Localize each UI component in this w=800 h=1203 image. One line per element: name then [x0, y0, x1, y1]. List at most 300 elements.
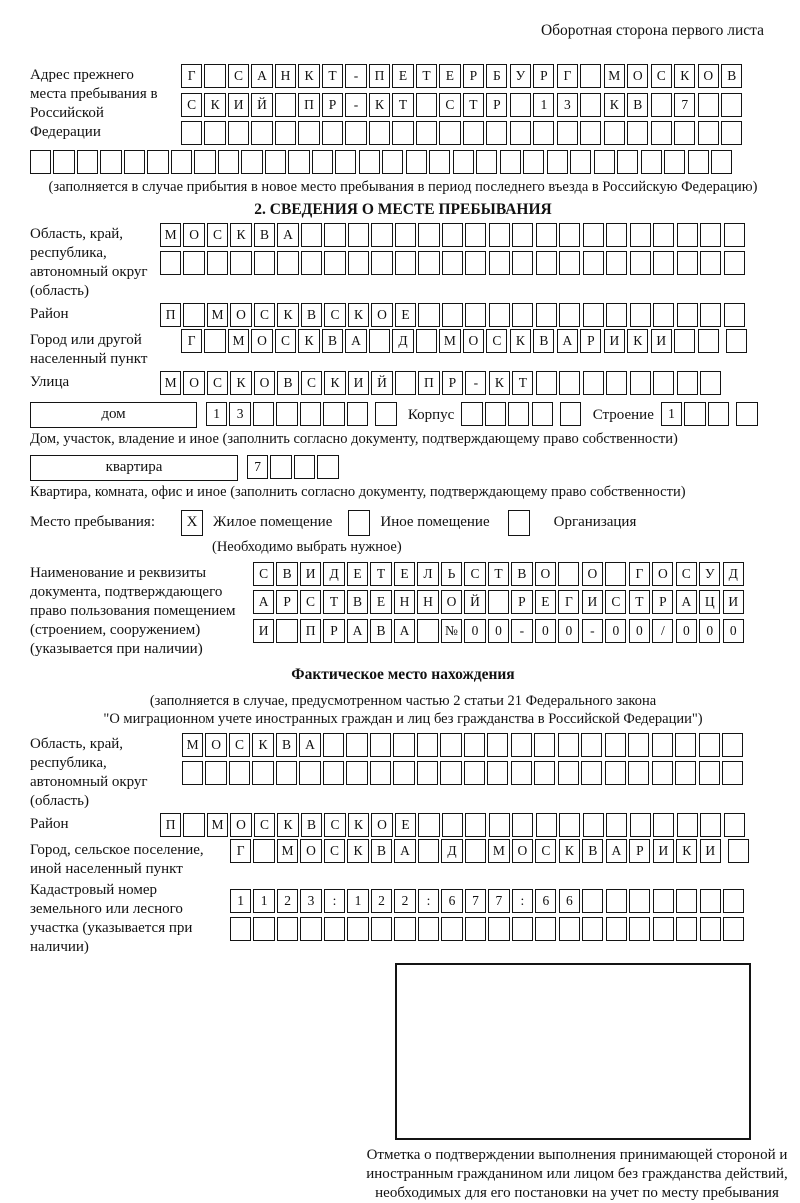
char-box[interactable]: К [604, 93, 625, 117]
char-box[interactable]: О [251, 329, 272, 353]
char-box[interactable] [346, 733, 367, 757]
char-box[interactable]: - [345, 93, 366, 117]
char-box[interactable] [416, 329, 437, 353]
char-box[interactable]: К [324, 371, 345, 395]
char-box[interactable]: С [181, 93, 202, 117]
char-box[interactable]: Г [557, 64, 578, 88]
char-box[interactable] [270, 455, 291, 479]
char-box[interactable]: О [582, 562, 603, 586]
char-box[interactable] [276, 619, 297, 643]
char-box[interactable] [559, 303, 580, 327]
char-box[interactable] [30, 150, 51, 174]
char-box[interactable]: И [582, 590, 603, 614]
char-box[interactable] [511, 761, 532, 785]
char-box[interactable] [395, 223, 416, 247]
char-box[interactable]: Н [394, 590, 415, 614]
char-box[interactable] [698, 329, 719, 353]
char-box[interactable] [606, 223, 627, 247]
char-box[interactable]: 2 [277, 889, 298, 913]
char-box[interactable] [312, 150, 333, 174]
char-box[interactable]: Т [512, 371, 533, 395]
char-box[interactable]: М [488, 839, 509, 863]
char-box[interactable] [461, 402, 482, 426]
char-box[interactable] [653, 889, 674, 913]
char-box[interactable] [204, 121, 225, 145]
char-box[interactable]: И [604, 329, 625, 353]
char-box[interactable] [559, 371, 580, 395]
char-box[interactable]: К [298, 329, 319, 353]
char-box[interactable]: С [254, 813, 275, 837]
char-box[interactable]: 0 [629, 619, 650, 643]
char-box[interactable]: 1 [533, 93, 554, 117]
char-box[interactable]: С [324, 813, 345, 837]
char-box[interactable] [722, 733, 743, 757]
char-box[interactable] [487, 761, 508, 785]
char-box[interactable]: Г [558, 590, 579, 614]
char-box[interactable] [371, 251, 392, 275]
char-box[interactable]: К [277, 303, 298, 327]
char-box[interactable]: В [254, 223, 275, 247]
char-box[interactable]: И [253, 619, 274, 643]
char-box[interactable] [276, 761, 297, 785]
char-box[interactable]: 7 [488, 889, 509, 913]
char-box[interactable] [204, 64, 225, 88]
char-box[interactable]: П [160, 813, 181, 837]
char-box[interactable]: Е [394, 562, 415, 586]
char-box[interactable] [675, 761, 696, 785]
char-box[interactable] [651, 121, 672, 145]
char-box[interactable]: О [300, 839, 321, 863]
char-box[interactable]: Е [395, 813, 416, 837]
char-box[interactable]: А [345, 329, 366, 353]
char-box[interactable]: С [207, 223, 228, 247]
char-box[interactable] [559, 223, 580, 247]
char-box[interactable] [606, 889, 627, 913]
char-box[interactable] [359, 150, 380, 174]
char-box[interactable]: 1 [253, 889, 274, 913]
char-box[interactable] [253, 402, 274, 426]
char-box[interactable] [230, 251, 251, 275]
char-box[interactable] [559, 251, 580, 275]
char-box[interactable] [218, 150, 239, 174]
char-box[interactable] [418, 839, 439, 863]
char-box[interactable] [347, 917, 368, 941]
char-box[interactable] [395, 251, 416, 275]
char-box[interactable] [406, 150, 427, 174]
char-box[interactable] [500, 150, 521, 174]
char-box[interactable] [627, 121, 648, 145]
char-box[interactable]: Н [417, 590, 438, 614]
char-box[interactable] [416, 93, 437, 117]
char-box[interactable] [664, 150, 685, 174]
char-box[interactable] [347, 402, 368, 426]
char-box[interactable] [418, 917, 439, 941]
char-box[interactable] [580, 64, 601, 88]
char-box[interactable]: Д [723, 562, 744, 586]
char-box[interactable] [465, 813, 486, 837]
char-box[interactable]: 0 [558, 619, 579, 643]
char-box[interactable]: И [300, 562, 321, 586]
char-box[interactable] [393, 733, 414, 757]
char-box[interactable]: В [301, 303, 322, 327]
char-box[interactable] [582, 889, 603, 913]
char-box[interactable] [711, 150, 732, 174]
char-box[interactable] [489, 251, 510, 275]
char-box[interactable] [606, 251, 627, 275]
char-box[interactable] [511, 733, 532, 757]
char-box[interactable]: Р [652, 590, 673, 614]
char-box[interactable] [464, 761, 485, 785]
char-box[interactable]: Н [275, 64, 296, 88]
char-box[interactable] [675, 733, 696, 757]
char-box[interactable] [230, 917, 251, 941]
char-box[interactable]: У [699, 562, 720, 586]
char-box[interactable] [536, 303, 557, 327]
char-box[interactable]: 0 [699, 619, 720, 643]
char-box[interactable]: О [535, 562, 556, 586]
char-box[interactable] [442, 813, 463, 837]
char-box[interactable]: Т [629, 590, 650, 614]
char-box[interactable] [630, 371, 651, 395]
char-box[interactable] [487, 733, 508, 757]
char-box[interactable]: И [700, 839, 721, 863]
char-box[interactable] [418, 303, 439, 327]
char-box[interactable] [277, 251, 298, 275]
char-box[interactable]: 6 [441, 889, 462, 913]
char-box[interactable]: : [512, 889, 533, 913]
char-box[interactable]: 0 [676, 619, 697, 643]
char-box[interactable] [181, 121, 202, 145]
char-box[interactable] [510, 121, 531, 145]
char-box[interactable] [183, 303, 204, 327]
char-box[interactable] [277, 917, 298, 941]
char-box[interactable] [442, 303, 463, 327]
house-type-box[interactable]: дом [30, 402, 197, 428]
char-box[interactable]: М [604, 64, 625, 88]
char-box[interactable]: М [228, 329, 249, 353]
char-box[interactable] [523, 150, 544, 174]
apartment-type-box[interactable]: квартира [30, 455, 238, 481]
char-box[interactable] [252, 761, 273, 785]
char-box[interactable] [465, 303, 486, 327]
char-box[interactable] [124, 150, 145, 174]
char-box[interactable] [440, 761, 461, 785]
char-box[interactable] [536, 223, 557, 247]
char-box[interactable]: 7 [465, 889, 486, 913]
char-box[interactable] [723, 917, 744, 941]
char-box[interactable] [323, 402, 344, 426]
char-box[interactable] [547, 150, 568, 174]
char-box[interactable]: В [276, 733, 297, 757]
char-box[interactable]: Г [230, 839, 251, 863]
char-box[interactable] [439, 121, 460, 145]
char-box[interactable] [416, 121, 437, 145]
char-box[interactable] [583, 813, 604, 837]
char-box[interactable] [207, 251, 228, 275]
char-box[interactable]: Т [322, 64, 343, 88]
char-box[interactable] [346, 761, 367, 785]
char-box[interactable] [700, 303, 721, 327]
char-box[interactable] [463, 121, 484, 145]
char-box[interactable]: С [324, 303, 345, 327]
char-box[interactable]: А [299, 733, 320, 757]
char-box[interactable] [629, 917, 650, 941]
char-box[interactable] [394, 917, 415, 941]
char-box[interactable] [464, 733, 485, 757]
char-box[interactable] [512, 917, 533, 941]
char-box[interactable] [442, 223, 463, 247]
char-box[interactable] [676, 889, 697, 913]
char-box[interactable]: А [277, 223, 298, 247]
char-box[interactable] [559, 917, 580, 941]
char-box[interactable] [606, 813, 627, 837]
char-box[interactable] [512, 813, 533, 837]
char-box[interactable] [605, 733, 626, 757]
char-box[interactable] [348, 251, 369, 275]
char-box[interactable] [677, 303, 698, 327]
char-box[interactable] [251, 121, 272, 145]
char-box[interactable] [558, 733, 579, 757]
char-box[interactable]: К [230, 371, 251, 395]
char-box[interactable]: 2 [371, 889, 392, 913]
char-box[interactable]: К [674, 64, 695, 88]
char-box[interactable] [583, 251, 604, 275]
char-box[interactable] [335, 150, 356, 174]
char-box[interactable]: 3 [557, 93, 578, 117]
char-box[interactable]: М [277, 839, 298, 863]
char-box[interactable]: Т [416, 64, 437, 88]
char-box[interactable] [674, 329, 695, 353]
char-box[interactable]: С [486, 329, 507, 353]
char-box[interactable] [559, 813, 580, 837]
checkbox-other-premises[interactable] [348, 510, 370, 536]
char-box[interactable] [465, 223, 486, 247]
char-box[interactable] [583, 371, 604, 395]
char-box[interactable] [489, 813, 510, 837]
char-box[interactable]: Р [322, 93, 343, 117]
char-box[interactable]: 0 [723, 619, 744, 643]
char-box[interactable] [721, 93, 742, 117]
char-box[interactable] [653, 303, 674, 327]
char-box[interactable]: Й [371, 371, 392, 395]
char-box[interactable] [253, 839, 274, 863]
char-box[interactable] [183, 251, 204, 275]
char-box[interactable]: О [698, 64, 719, 88]
char-box[interactable]: Г [181, 329, 202, 353]
char-box[interactable]: С [439, 93, 460, 117]
char-box[interactable] [700, 371, 721, 395]
char-box[interactable] [630, 813, 651, 837]
char-box[interactable]: С [605, 590, 626, 614]
char-box[interactable]: Д [323, 562, 344, 586]
char-box[interactable]: О [205, 733, 226, 757]
char-box[interactable]: Р [580, 329, 601, 353]
char-box[interactable]: М [207, 813, 228, 837]
char-box[interactable]: Т [463, 93, 484, 117]
char-box[interactable] [276, 402, 297, 426]
char-box[interactable]: С [229, 733, 250, 757]
char-box[interactable]: Т [392, 93, 413, 117]
char-box[interactable] [560, 402, 581, 426]
char-box[interactable]: М [160, 371, 181, 395]
char-box[interactable] [700, 917, 721, 941]
char-box[interactable] [160, 251, 181, 275]
char-box[interactable] [580, 121, 601, 145]
char-box[interactable] [489, 223, 510, 247]
char-box[interactable]: К [676, 839, 697, 863]
char-box[interactable] [183, 813, 204, 837]
char-box[interactable] [275, 93, 296, 117]
char-box[interactable] [476, 150, 497, 174]
char-box[interactable] [194, 150, 215, 174]
char-box[interactable] [536, 813, 557, 837]
char-box[interactable] [205, 761, 226, 785]
char-box[interactable] [583, 223, 604, 247]
char-box[interactable] [558, 562, 579, 586]
char-box[interactable]: С [207, 371, 228, 395]
char-box[interactable]: О [463, 329, 484, 353]
char-box[interactable] [698, 121, 719, 145]
char-box[interactable] [721, 121, 742, 145]
char-box[interactable]: И [653, 839, 674, 863]
char-box[interactable] [418, 251, 439, 275]
char-box[interactable]: 1 [347, 889, 368, 913]
char-box[interactable] [558, 761, 579, 785]
char-box[interactable] [726, 329, 747, 353]
char-box[interactable]: Р [533, 64, 554, 88]
char-box[interactable] [722, 761, 743, 785]
char-box[interactable] [299, 761, 320, 785]
char-box[interactable] [488, 590, 509, 614]
char-box[interactable] [348, 223, 369, 247]
char-box[interactable]: С [275, 329, 296, 353]
char-box[interactable]: Б [486, 64, 507, 88]
char-box[interactable] [534, 733, 555, 757]
char-box[interactable] [301, 251, 322, 275]
char-box[interactable]: Р [323, 619, 344, 643]
char-box[interactable] [630, 223, 651, 247]
char-box[interactable]: Р [486, 93, 507, 117]
checkbox-organization[interactable] [508, 510, 530, 536]
char-box[interactable] [606, 371, 627, 395]
char-box[interactable] [488, 917, 509, 941]
char-box[interactable] [580, 93, 601, 117]
char-box[interactable] [677, 813, 698, 837]
char-box[interactable] [322, 121, 343, 145]
char-box[interactable]: Г [181, 64, 202, 88]
char-box[interactable] [100, 150, 121, 174]
char-box[interactable] [440, 733, 461, 757]
char-box[interactable]: Т [488, 562, 509, 586]
char-box[interactable]: К [298, 64, 319, 88]
char-box[interactable]: С [253, 562, 274, 586]
char-box[interactable]: К [204, 93, 225, 117]
char-box[interactable] [676, 917, 697, 941]
char-box[interactable] [536, 251, 557, 275]
char-box[interactable] [375, 402, 396, 426]
char-box[interactable]: Е [392, 64, 413, 88]
char-box[interactable]: К [348, 303, 369, 327]
char-box[interactable]: С [676, 562, 697, 586]
char-box[interactable]: О [230, 303, 251, 327]
char-box[interactable] [417, 761, 438, 785]
char-box[interactable]: А [394, 839, 415, 863]
char-box[interactable] [581, 733, 602, 757]
char-box[interactable] [486, 121, 507, 145]
char-box[interactable] [724, 223, 745, 247]
char-box[interactable] [724, 813, 745, 837]
char-box[interactable] [532, 402, 553, 426]
char-box[interactable] [723, 889, 744, 913]
char-box[interactable]: Е [439, 64, 460, 88]
checkbox-residential[interactable]: X [181, 510, 203, 536]
char-box[interactable] [512, 303, 533, 327]
char-box[interactable] [254, 251, 275, 275]
char-box[interactable] [700, 889, 721, 913]
char-box[interactable] [369, 329, 390, 353]
char-box[interactable]: Й [251, 93, 272, 117]
char-box[interactable] [288, 150, 309, 174]
char-box[interactable] [606, 917, 627, 941]
char-box[interactable] [345, 121, 366, 145]
char-box[interactable] [204, 329, 225, 353]
char-box[interactable] [728, 839, 749, 863]
char-box[interactable]: Р [629, 839, 650, 863]
char-box[interactable] [393, 761, 414, 785]
char-box[interactable] [485, 402, 506, 426]
char-box[interactable]: А [253, 590, 274, 614]
char-box[interactable]: В [511, 562, 532, 586]
char-box[interactable] [418, 223, 439, 247]
char-box[interactable] [628, 733, 649, 757]
char-box[interactable] [442, 251, 463, 275]
char-box[interactable] [581, 761, 602, 785]
char-box[interactable]: О [441, 590, 462, 614]
char-box[interactable]: С [301, 371, 322, 395]
char-box[interactable]: О [371, 813, 392, 837]
char-box[interactable] [653, 917, 674, 941]
char-box[interactable] [700, 223, 721, 247]
char-box[interactable] [653, 371, 674, 395]
char-box[interactable] [369, 121, 390, 145]
char-box[interactable]: В [276, 562, 297, 586]
char-box[interactable]: А [251, 64, 272, 88]
char-box[interactable]: О [254, 371, 275, 395]
char-box[interactable]: В [721, 64, 742, 88]
char-box[interactable] [699, 733, 720, 757]
char-box[interactable] [275, 121, 296, 145]
char-box[interactable] [617, 150, 638, 174]
char-box[interactable]: И [348, 371, 369, 395]
char-box[interactable] [651, 93, 672, 117]
char-box[interactable]: О [371, 303, 392, 327]
char-box[interactable]: И [723, 590, 744, 614]
char-box[interactable]: Г [629, 562, 650, 586]
char-box[interactable] [265, 150, 286, 174]
char-box[interactable]: 0 [464, 619, 485, 643]
char-box[interactable] [594, 150, 615, 174]
char-box[interactable]: П [160, 303, 181, 327]
char-box[interactable] [653, 223, 674, 247]
char-box[interactable] [700, 251, 721, 275]
char-box[interactable] [171, 150, 192, 174]
char-box[interactable]: К [230, 223, 251, 247]
char-box[interactable] [317, 455, 338, 479]
char-box[interactable]: 0 [605, 619, 626, 643]
char-box[interactable]: К [627, 329, 648, 353]
char-box[interactable]: С [228, 64, 249, 88]
char-box[interactable]: А [676, 590, 697, 614]
